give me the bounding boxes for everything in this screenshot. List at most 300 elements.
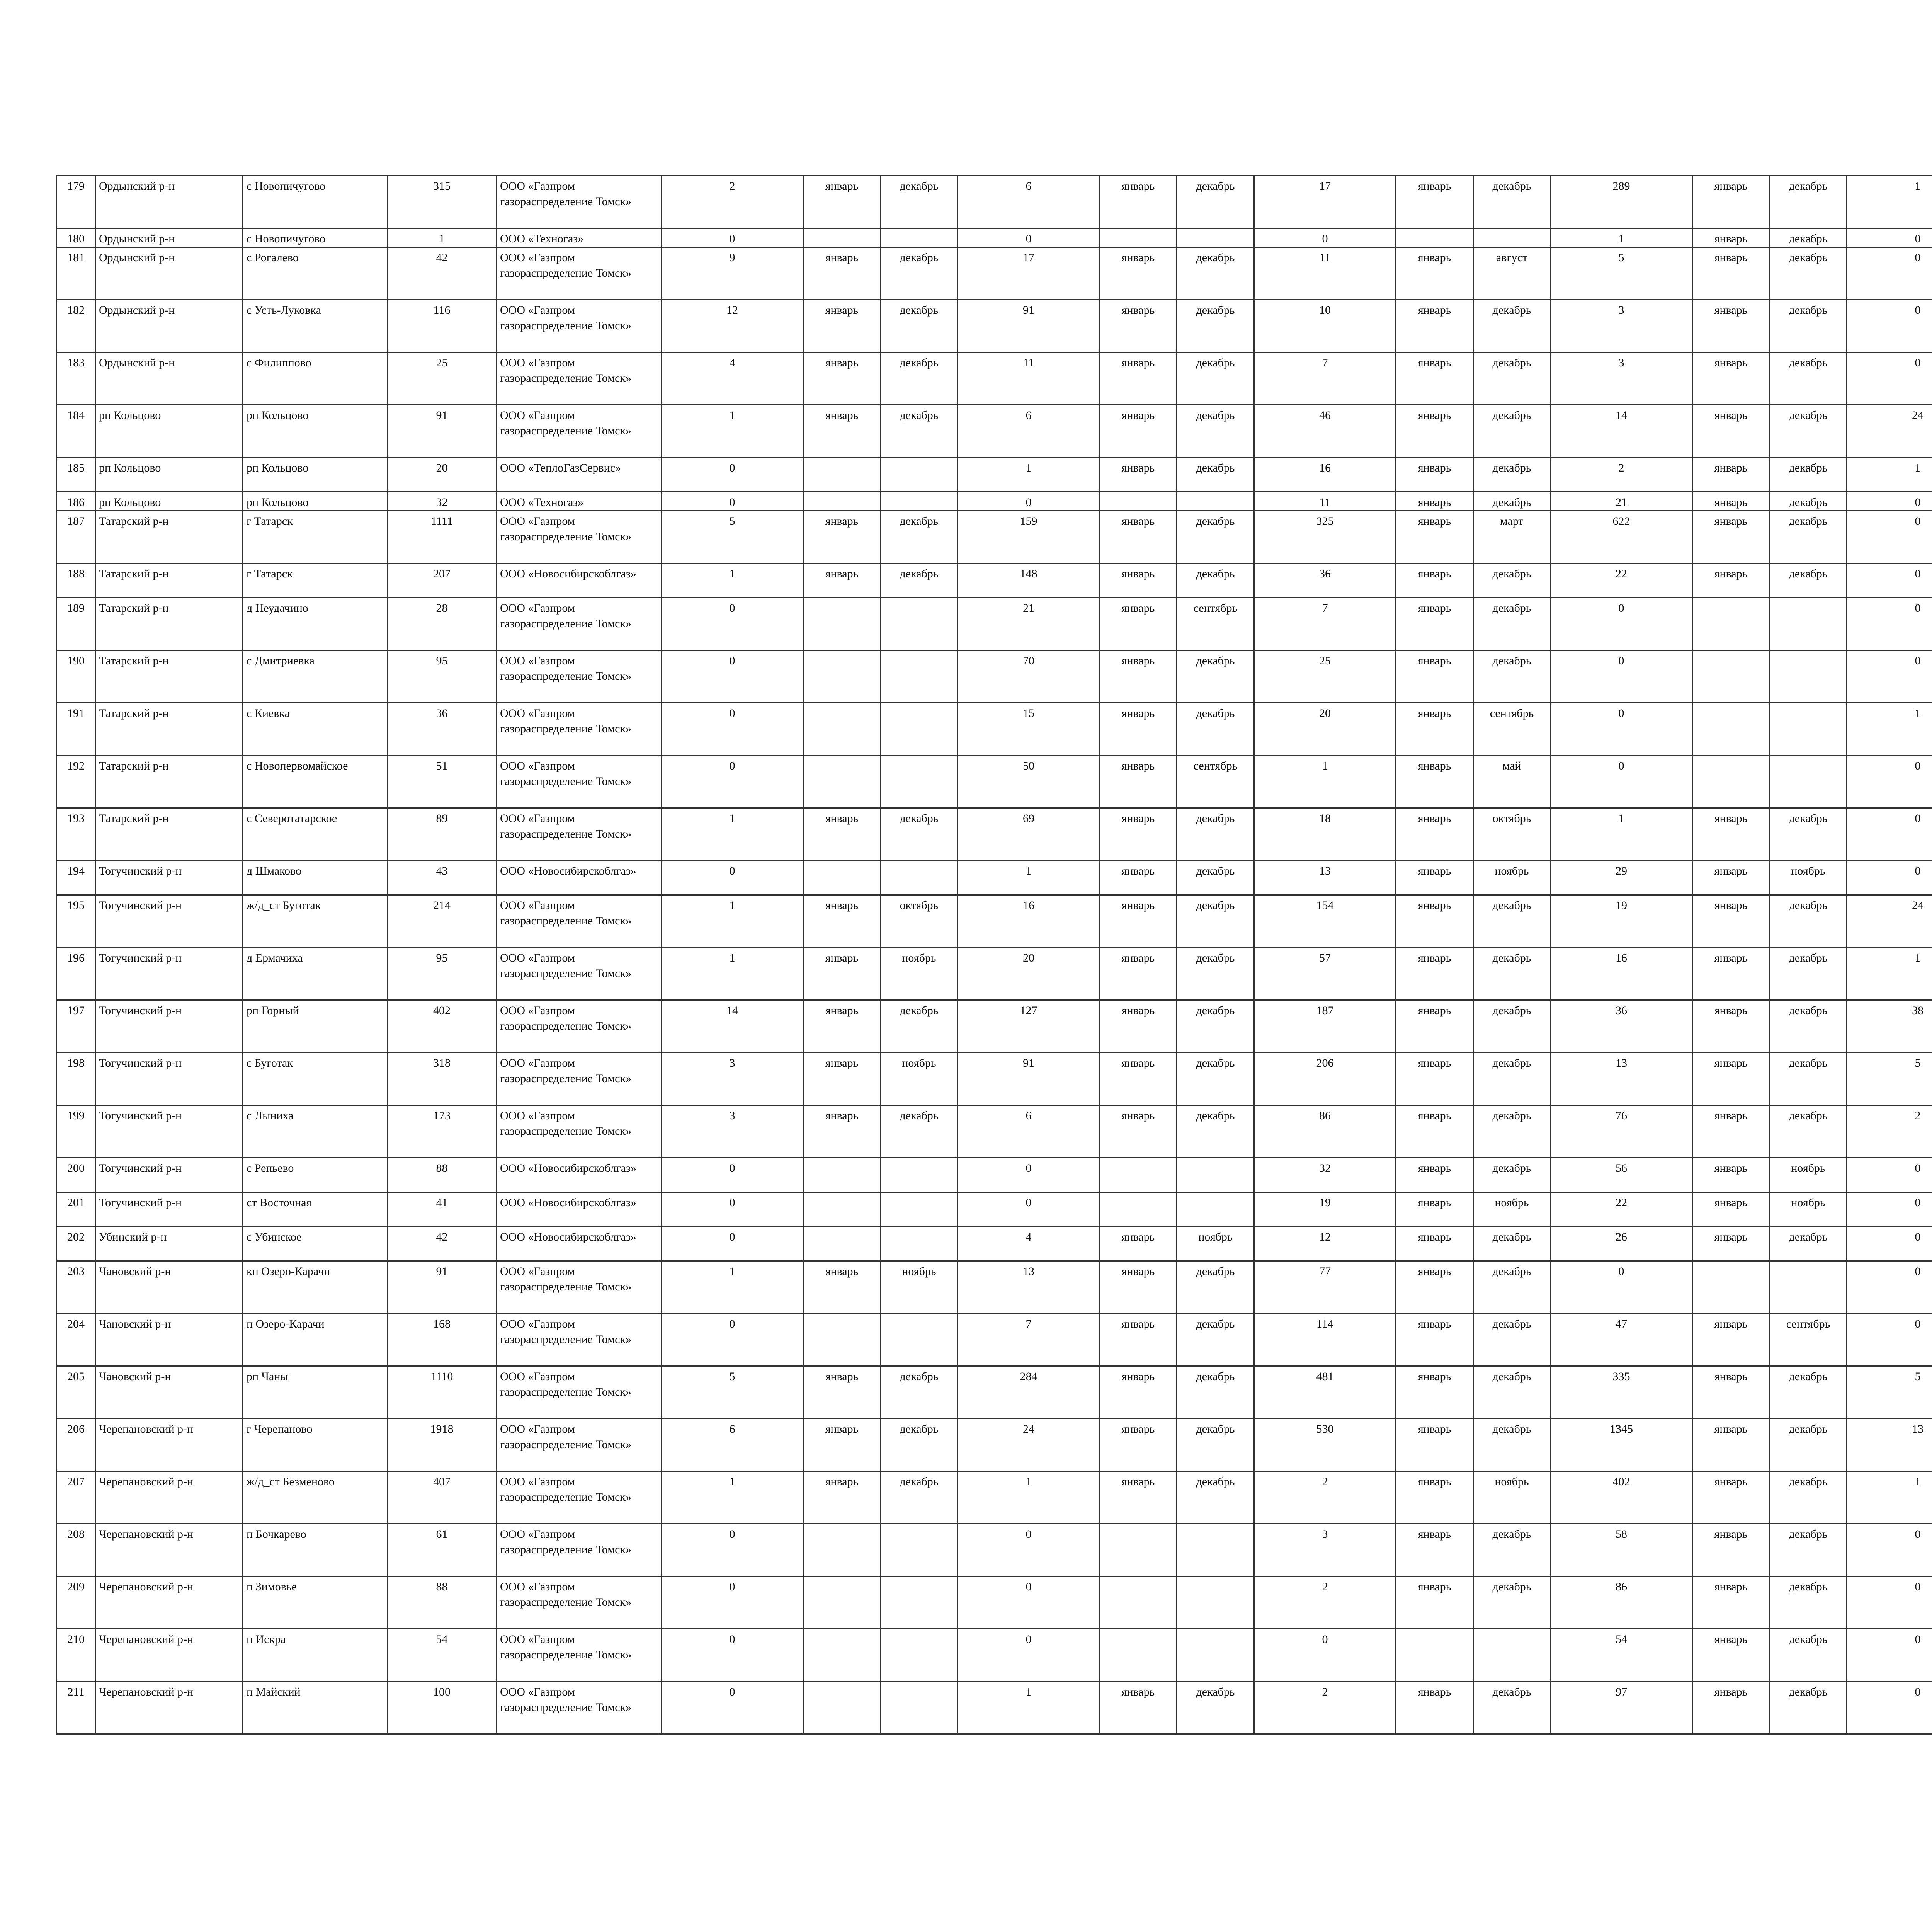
month-cell: январь: [1396, 1105, 1473, 1158]
count-cell: 86: [1254, 1105, 1396, 1158]
month-cell: январь: [1396, 1053, 1473, 1105]
month-cell: январь: [1692, 948, 1770, 1000]
locality-cell: с Буготак: [243, 1053, 388, 1105]
month-cell: январь: [1100, 1366, 1177, 1419]
count-cell: 0: [1847, 564, 1932, 598]
month-cell: декабрь: [881, 511, 958, 564]
month-cell: декабрь: [881, 352, 958, 405]
table-row: [57, 1227, 1932, 1261]
month-cell: январь: [1692, 1524, 1770, 1577]
month-cell: [1770, 650, 1847, 703]
count-cell: 13: [1551, 1053, 1692, 1105]
month-cell: январь: [1692, 492, 1770, 511]
row-number: 199: [57, 1105, 95, 1158]
row-number: 207: [57, 1471, 95, 1524]
month-cell: [1396, 1629, 1473, 1682]
count-cell: 0: [1847, 492, 1932, 511]
month-cell: [803, 1629, 881, 1682]
month-cell: [881, 1158, 958, 1192]
month-cell: январь: [1396, 895, 1473, 948]
count-cell: 3: [662, 1053, 803, 1105]
count-cell: 0: [1847, 861, 1932, 895]
month-cell: январь: [1396, 1227, 1473, 1261]
district-cell: Тогучинский р-н: [95, 1158, 243, 1192]
month-cell: январь: [1100, 352, 1177, 405]
organization-cell: ООО «Газпром газораспределение Томск»: [497, 1366, 662, 1419]
month-cell: декабрь: [1177, 247, 1254, 300]
month-cell: декабрь: [1770, 511, 1847, 564]
locality-cell: с Рогалево: [243, 247, 388, 300]
locality-cell: рп Кольцово: [243, 405, 388, 458]
month-cell: январь: [803, 176, 881, 228]
month-cell: декабрь: [1770, 1471, 1847, 1524]
organization-cell: ООО «Газпром газораспределение Томск»: [497, 1629, 662, 1682]
month-cell: январь: [1100, 808, 1177, 861]
locality-cell: рп Горный: [243, 1000, 388, 1053]
count-cell: 0: [1551, 756, 1692, 808]
count-cell: 4: [958, 1227, 1100, 1261]
district-cell: Убинский р-н: [95, 1227, 243, 1261]
row-number: 197: [57, 1000, 95, 1053]
locality-cell: п Майский: [243, 1682, 388, 1734]
month-cell: январь: [1396, 176, 1473, 228]
count-cell: 1: [1551, 228, 1692, 247]
district-cell: Черепановский р-н: [95, 1629, 243, 1682]
table-row: [57, 1000, 1932, 1053]
district-cell: Чановский р-н: [95, 1366, 243, 1419]
table-row: [57, 1577, 1932, 1629]
month-cell: январь: [803, 948, 881, 1000]
locality-cell: ж/д_ст Буготак: [243, 895, 388, 948]
month-cell: январь: [1100, 511, 1177, 564]
count-cell: 6: [662, 1419, 803, 1471]
locality-cell: с Лыниха: [243, 1105, 388, 1158]
organization-cell: ООО «Газпром газораспределение Томск»: [497, 300, 662, 352]
month-cell: январь: [1100, 1261, 1177, 1314]
count-cell: 0: [958, 1158, 1100, 1192]
count-cell: 0: [958, 228, 1100, 247]
count-cell: 1: [1847, 458, 1932, 492]
total-cell: 315: [388, 176, 497, 228]
count-cell: 0: [662, 1192, 803, 1227]
month-cell: [803, 1314, 881, 1366]
table-row: [57, 948, 1932, 1000]
count-cell: 1: [1254, 756, 1396, 808]
month-cell: январь: [1396, 1366, 1473, 1419]
count-cell: 17: [958, 247, 1100, 300]
month-cell: [881, 756, 958, 808]
count-cell: 1: [1847, 1471, 1932, 1524]
count-cell: 36: [1254, 564, 1396, 598]
month-cell: январь: [1692, 1053, 1770, 1105]
month-cell: январь: [803, 1419, 881, 1471]
count-cell: 1: [958, 1471, 1100, 1524]
row-number: 205: [57, 1366, 95, 1419]
month-cell: [803, 1227, 881, 1261]
month-cell: декабрь: [1473, 1105, 1551, 1158]
organization-cell: ООО «Газпром газораспределение Томск»: [497, 948, 662, 1000]
month-cell: декабрь: [1177, 861, 1254, 895]
district-cell: Чановский р-н: [95, 1261, 243, 1314]
count-cell: 0: [662, 1629, 803, 1682]
count-cell: 10: [1254, 300, 1396, 352]
month-cell: [1473, 1629, 1551, 1682]
locality-cell: г Татарск: [243, 564, 388, 598]
district-cell: Тогучинский р-н: [95, 1192, 243, 1227]
organization-cell: ООО «Газпром газораспределение Томск»: [497, 511, 662, 564]
count-cell: 5: [1847, 1366, 1932, 1419]
total-cell: 168: [388, 1314, 497, 1366]
table-row: [57, 1419, 1932, 1471]
month-cell: сентябрь: [1177, 598, 1254, 650]
row-number: 187: [57, 511, 95, 564]
month-cell: январь: [1100, 458, 1177, 492]
locality-cell: рп Кольцово: [243, 492, 388, 511]
count-cell: 0: [662, 598, 803, 650]
table-row: [57, 1158, 1932, 1192]
month-cell: декабрь: [1177, 458, 1254, 492]
month-cell: сентябрь: [1177, 756, 1254, 808]
count-cell: 32: [1254, 1158, 1396, 1192]
count-cell: 19: [1254, 1192, 1396, 1227]
month-cell: январь: [1100, 405, 1177, 458]
district-cell: Ордынский р-н: [95, 176, 243, 228]
month-cell: ноябрь: [1473, 861, 1551, 895]
total-cell: 1918: [388, 1419, 497, 1471]
count-cell: 19: [1551, 895, 1692, 948]
month-cell: декабрь: [1177, 300, 1254, 352]
month-cell: [1100, 1158, 1177, 1192]
month-cell: январь: [1692, 1419, 1770, 1471]
month-cell: декабрь: [1473, 1000, 1551, 1053]
month-cell: [1692, 756, 1770, 808]
locality-cell: рп Кольцово: [243, 458, 388, 492]
month-cell: декабрь: [1770, 895, 1847, 948]
count-cell: 0: [1551, 650, 1692, 703]
month-cell: январь: [1692, 1227, 1770, 1261]
count-cell: 5: [1847, 1053, 1932, 1105]
organization-cell: ООО «Газпром газораспределение Томск»: [497, 1419, 662, 1471]
total-cell: 1: [388, 228, 497, 247]
month-cell: декабрь: [1177, 1471, 1254, 1524]
month-cell: декабрь: [1770, 1419, 1847, 1471]
district-cell: Ордынский р-н: [95, 300, 243, 352]
table-row: [57, 1682, 1932, 1734]
month-cell: январь: [1692, 405, 1770, 458]
table-row: [57, 1471, 1932, 1524]
month-cell: декабрь: [1770, 247, 1847, 300]
month-cell: [803, 1158, 881, 1192]
month-cell: декабрь: [1473, 895, 1551, 948]
month-cell: январь: [1100, 1227, 1177, 1261]
count-cell: 17: [1254, 176, 1396, 228]
month-cell: декабрь: [1177, 703, 1254, 756]
count-cell: 0: [1551, 703, 1692, 756]
month-cell: декабрь: [1177, 1366, 1254, 1419]
district-cell: Татарский р-н: [95, 808, 243, 861]
count-cell: 1: [662, 1261, 803, 1314]
count-cell: 21: [958, 598, 1100, 650]
row-number: 186: [57, 492, 95, 511]
month-cell: [1177, 492, 1254, 511]
month-cell: январь: [1692, 458, 1770, 492]
district-cell: Татарский р-н: [95, 756, 243, 808]
month-cell: декабрь: [1770, 405, 1847, 458]
total-cell: 36: [388, 703, 497, 756]
count-cell: 0: [662, 1577, 803, 1629]
count-cell: 1: [662, 564, 803, 598]
count-cell: 13: [958, 1261, 1100, 1314]
month-cell: январь: [1396, 1261, 1473, 1314]
count-cell: 0: [958, 1629, 1100, 1682]
month-cell: [881, 861, 958, 895]
month-cell: декабрь: [1473, 1524, 1551, 1577]
count-cell: 0: [958, 492, 1100, 511]
month-cell: [1100, 1192, 1177, 1227]
row-number: 184: [57, 405, 95, 458]
count-cell: 54: [1551, 1629, 1692, 1682]
month-cell: январь: [803, 300, 881, 352]
month-cell: [1473, 228, 1551, 247]
month-cell: декабрь: [1473, 1314, 1551, 1366]
month-cell: январь: [803, 405, 881, 458]
count-cell: 15: [958, 703, 1100, 756]
count-cell: 5: [1551, 247, 1692, 300]
total-cell: 51: [388, 756, 497, 808]
count-cell: 2: [1847, 1105, 1932, 1158]
month-cell: декабрь: [1770, 808, 1847, 861]
month-cell: декабрь: [1473, 1419, 1551, 1471]
month-cell: январь: [1100, 598, 1177, 650]
count-cell: 2: [1254, 1471, 1396, 1524]
locality-cell: п Бочкарево: [243, 1524, 388, 1577]
locality-cell: с Усть-Луковка: [243, 300, 388, 352]
row-number: 189: [57, 598, 95, 650]
count-cell: 47: [1551, 1314, 1692, 1366]
month-cell: декабрь: [1770, 458, 1847, 492]
month-cell: [803, 458, 881, 492]
table-row: [57, 1629, 1932, 1682]
month-cell: январь: [803, 1000, 881, 1053]
month-cell: январь: [1692, 1000, 1770, 1053]
organization-cell: ООО «Газпром газораспределение Томск»: [497, 756, 662, 808]
month-cell: [1100, 228, 1177, 247]
count-cell: 2: [1254, 1682, 1396, 1734]
locality-cell: кп Озеро-Карачи: [243, 1261, 388, 1314]
month-cell: январь: [1396, 948, 1473, 1000]
month-cell: январь: [1396, 405, 1473, 458]
month-cell: январь: [803, 895, 881, 948]
count-cell: 69: [958, 808, 1100, 861]
count-cell: 0: [1847, 228, 1932, 247]
month-cell: январь: [1396, 808, 1473, 861]
organization-cell: ООО «Газпром газораспределение Томск»: [497, 1524, 662, 1577]
district-cell: Татарский р-н: [95, 511, 243, 564]
row-number: 196: [57, 948, 95, 1000]
row-number: 203: [57, 1261, 95, 1314]
month-cell: [1692, 598, 1770, 650]
district-cell: Ордынский р-н: [95, 228, 243, 247]
district-cell: Тогучинский р-н: [95, 1053, 243, 1105]
month-cell: декабрь: [881, 1366, 958, 1419]
row-number: 208: [57, 1524, 95, 1577]
month-cell: ноябрь: [881, 1261, 958, 1314]
month-cell: декабрь: [881, 1419, 958, 1471]
month-cell: [803, 650, 881, 703]
table-row: [57, 300, 1932, 352]
count-cell: 187: [1254, 1000, 1396, 1053]
table-row: [57, 650, 1932, 703]
count-cell: 4: [662, 352, 803, 405]
locality-cell: п Зимовье: [243, 1577, 388, 1629]
month-cell: декабрь: [1770, 1105, 1847, 1158]
month-cell: январь: [1692, 1577, 1770, 1629]
locality-cell: с Новопервомайское: [243, 756, 388, 808]
row-number: 183: [57, 352, 95, 405]
month-cell: декабрь: [1177, 650, 1254, 703]
month-cell: декабрь: [1177, 1261, 1254, 1314]
month-cell: [881, 1577, 958, 1629]
district-cell: рп Кольцово: [95, 405, 243, 458]
month-cell: ноябрь: [1473, 1471, 1551, 1524]
month-cell: январь: [1692, 564, 1770, 598]
count-cell: 1: [662, 405, 803, 458]
month-cell: декабрь: [1473, 1577, 1551, 1629]
month-cell: январь: [1692, 1105, 1770, 1158]
count-cell: 91: [958, 300, 1100, 352]
count-cell: 0: [662, 703, 803, 756]
total-cell: 41: [388, 1192, 497, 1227]
table-row: [57, 1192, 1932, 1227]
row-number: 202: [57, 1227, 95, 1261]
table-row: [57, 1105, 1932, 1158]
month-cell: январь: [1692, 808, 1770, 861]
count-cell: 20: [1254, 703, 1396, 756]
month-cell: январь: [803, 564, 881, 598]
month-cell: [803, 228, 881, 247]
month-cell: [881, 1314, 958, 1366]
count-cell: 57: [1254, 948, 1396, 1000]
month-cell: январь: [1396, 564, 1473, 598]
count-cell: 0: [1847, 1629, 1932, 1682]
month-cell: январь: [1100, 756, 1177, 808]
count-cell: 0: [1847, 1192, 1932, 1227]
table-row: [57, 598, 1932, 650]
organization-cell: ООО «Газпром газораспределение Томск»: [497, 1105, 662, 1158]
count-cell: 0: [662, 1682, 803, 1734]
month-cell: декабрь: [1473, 598, 1551, 650]
month-cell: декабрь: [1177, 895, 1254, 948]
table-body: [57, 176, 1932, 1734]
month-cell: декабрь: [881, 300, 958, 352]
organization-cell: ООО «Газпром газораспределение Томск»: [497, 650, 662, 703]
district-cell: Черепановский р-н: [95, 1577, 243, 1629]
count-cell: 6: [958, 176, 1100, 228]
count-cell: 13: [1847, 1419, 1932, 1471]
month-cell: [881, 228, 958, 247]
month-cell: январь: [1100, 1682, 1177, 1734]
district-cell: Тогучинский р-н: [95, 861, 243, 895]
month-cell: январь: [1100, 1471, 1177, 1524]
count-cell: 0: [1847, 300, 1932, 352]
district-cell: рп Кольцово: [95, 458, 243, 492]
count-cell: 402: [1551, 1471, 1692, 1524]
month-cell: октябрь: [1473, 808, 1551, 861]
row-number: 190: [57, 650, 95, 703]
locality-cell: с Киевка: [243, 703, 388, 756]
month-cell: декабрь: [1473, 300, 1551, 352]
month-cell: [881, 458, 958, 492]
table-row: [57, 1053, 1932, 1105]
month-cell: декабрь: [1770, 1227, 1847, 1261]
gas-supply-table: [56, 175, 1932, 1735]
count-cell: 1345: [1551, 1419, 1692, 1471]
count-cell: 0: [662, 1314, 803, 1366]
count-cell: 36: [1551, 1000, 1692, 1053]
month-cell: [1692, 1261, 1770, 1314]
locality-cell: рп Чаны: [243, 1366, 388, 1419]
row-number: 209: [57, 1577, 95, 1629]
month-cell: январь: [1396, 300, 1473, 352]
month-cell: декабрь: [1177, 511, 1254, 564]
count-cell: 127: [958, 1000, 1100, 1053]
month-cell: [1692, 650, 1770, 703]
table-row: [57, 756, 1932, 808]
month-cell: январь: [1396, 352, 1473, 405]
month-cell: декабрь: [881, 808, 958, 861]
month-cell: январь: [1692, 176, 1770, 228]
count-cell: 0: [662, 1158, 803, 1192]
count-cell: 1: [662, 808, 803, 861]
count-cell: 1: [662, 895, 803, 948]
row-number: 188: [57, 564, 95, 598]
organization-cell: ООО «Техногаз»: [497, 228, 662, 247]
count-cell: 2: [662, 176, 803, 228]
month-cell: [803, 703, 881, 756]
month-cell: май: [1473, 756, 1551, 808]
month-cell: январь: [1396, 458, 1473, 492]
district-cell: Татарский р-н: [95, 564, 243, 598]
count-cell: 3: [1254, 1524, 1396, 1577]
month-cell: декабрь: [1770, 948, 1847, 1000]
district-cell: Ордынский р-н: [95, 352, 243, 405]
organization-cell: ООО «Газпром газораспределение Томск»: [497, 895, 662, 948]
month-cell: декабрь: [881, 247, 958, 300]
month-cell: [1177, 1192, 1254, 1227]
month-cell: январь: [1396, 756, 1473, 808]
count-cell: 11: [1254, 247, 1396, 300]
month-cell: декабрь: [1473, 176, 1551, 228]
count-cell: 0: [1847, 756, 1932, 808]
locality-cell: с Репьево: [243, 1158, 388, 1192]
month-cell: март: [1473, 511, 1551, 564]
count-cell: 1: [1847, 948, 1932, 1000]
month-cell: январь: [1692, 228, 1770, 247]
total-cell: 88: [388, 1577, 497, 1629]
count-cell: 16: [958, 895, 1100, 948]
month-cell: [881, 1227, 958, 1261]
month-cell: декабрь: [881, 1105, 958, 1158]
row-number: 181: [57, 247, 95, 300]
count-cell: 38: [1847, 1000, 1932, 1053]
count-cell: 91: [958, 1053, 1100, 1105]
total-cell: 28: [388, 598, 497, 650]
month-cell: январь: [803, 808, 881, 861]
total-cell: 43: [388, 861, 497, 895]
month-cell: ноябрь: [1473, 1192, 1551, 1227]
month-cell: [1692, 703, 1770, 756]
locality-cell: д Шмаково: [243, 861, 388, 895]
